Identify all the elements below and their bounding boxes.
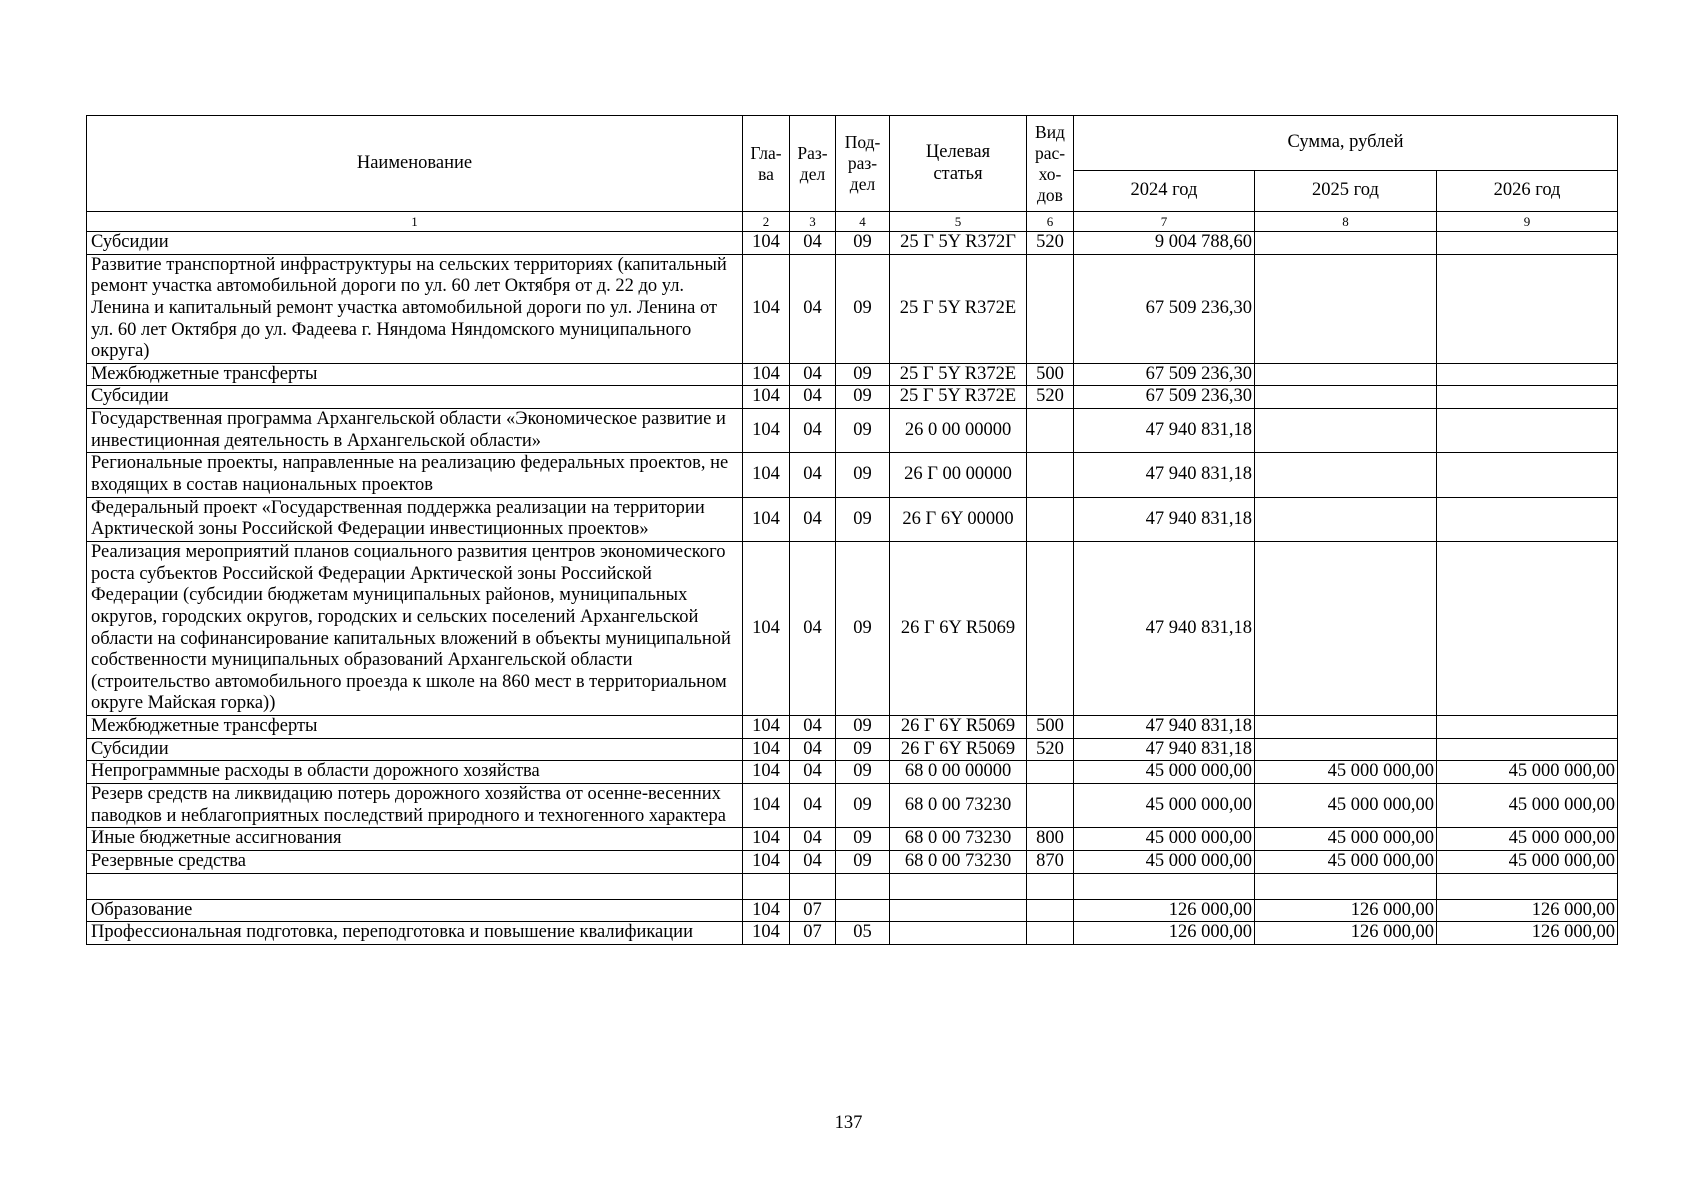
row-name: Субсидии <box>87 232 743 255</box>
header-summa: Сумма, рублей <box>1074 116 1618 171</box>
row-glava: 104 <box>743 254 790 363</box>
row-amount-2026 <box>1437 254 1618 363</box>
row-vid <box>1027 922 1074 945</box>
table-row <box>87 850 1618 873</box>
header-vid: Вид рас- хо- дов <box>1027 116 1074 212</box>
row-amount-2025 <box>1255 738 1437 761</box>
row-podrazdel: 09 <box>836 363 890 386</box>
row-glava: 104 <box>743 738 790 761</box>
row-vid <box>1027 873 1074 899</box>
page-number: 137 <box>834 1113 863 1133</box>
row-amount-2026 <box>1437 386 1618 409</box>
row-glava: 104 <box>743 541 790 715</box>
row-name: Федеральный проект «Государственная поддержка реализации на территории Арктической зоны Российской Федерации инвестиционных проектов» <box>87 497 743 541</box>
row-celevaya: 25 Г 5Y R372Е <box>890 386 1027 409</box>
row-amount-2026 <box>1437 409 1618 453</box>
row-amount-2026 <box>1437 497 1618 541</box>
row-glava: 104 <box>743 899 790 922</box>
row-amount-2024: 47 940 831,18 <box>1074 409 1255 453</box>
row-celevaya: 26 Г 6Y 00000 <box>890 497 1027 541</box>
table-row <box>87 922 1618 945</box>
row-amount-2026: 126 000,00 <box>1437 899 1618 922</box>
row-glava: 104 <box>743 761 790 784</box>
row-razdel: 04 <box>790 497 836 541</box>
row-amount-2025 <box>1255 541 1437 715</box>
table-body <box>87 232 1618 945</box>
row-amount-2026: 45 000 000,00 <box>1437 784 1618 828</box>
row-podrazdel: 09 <box>836 761 890 784</box>
row-name: Развитие транспортной инфраструктуры на сельских территориях (капитальный ремонт участка автомобильной дороги по ул. 60 лет Октября от д. 22 до ул. Ленина и капитальный ремонт участка автомобильной дороги по ул. Ленина от ул. 60 лет Октября до ул. Фадеева г. Няндома Няндомского муниципального округа) <box>87 254 743 363</box>
row-celevaya: 26 0 00 00000 <box>890 409 1027 453</box>
header-celevaya: Целевая статья <box>890 116 1027 212</box>
row-amount-2024: 45 000 000,00 <box>1074 784 1255 828</box>
row-vid: 520 <box>1027 738 1074 761</box>
row-razdel: 04 <box>790 784 836 828</box>
row-name <box>87 873 743 899</box>
row-celevaya: 26 Г 6Y R5069 <box>890 541 1027 715</box>
row-podrazdel: 09 <box>836 254 890 363</box>
row-vid <box>1027 784 1074 828</box>
row-amount-2025 <box>1255 386 1437 409</box>
row-razdel: 04 <box>790 716 836 739</box>
row-vid: 500 <box>1027 716 1074 739</box>
row-podrazdel: 09 <box>836 716 890 739</box>
row-amount-2024: 45 000 000,00 <box>1074 828 1255 851</box>
row-razdel: 04 <box>790 761 836 784</box>
row-glava: 104 <box>743 850 790 873</box>
row-name: Межбюджетные трансферты <box>87 716 743 739</box>
header-razdel: Раз- дел <box>790 116 836 212</box>
row-vid: 520 <box>1027 232 1074 255</box>
row-celevaya: 26 Г 6Y R5069 <box>890 738 1027 761</box>
row-amount-2026 <box>1437 453 1618 497</box>
row-celevaya: 26 Г 00 00000 <box>890 453 1027 497</box>
row-name: Региональные проекты, направленные на реализацию федеральных проектов, не входящих в состав национальных проектов <box>87 453 743 497</box>
row-glava: 104 <box>743 386 790 409</box>
column-number: 8 <box>1255 212 1437 232</box>
row-amount-2025 <box>1255 716 1437 739</box>
row-amount-2026 <box>1437 716 1618 739</box>
column-number: 2 <box>743 212 790 232</box>
row-vid: 500 <box>1027 363 1074 386</box>
row-razdel: 04 <box>790 850 836 873</box>
header-2025: 2025 год <box>1255 171 1437 212</box>
row-name: Реализация мероприятий планов социального развития центров экономического роста субъектов Российской Федерации Арктической зоны Российской Федерации (субсидии бюджетам муниципальных районов, муниципальных округов, городских округов, городских и сельских поселений Архангельской области на софинансирование капитальных вложений в объекты муниципальной собственности муниципальных образований Архангельской области (строительство автомобильного проезда к школе на 860 мест в территориальном округе Майская горка)) <box>87 541 743 715</box>
row-amount-2026: 126 000,00 <box>1437 922 1618 945</box>
row-razdel: 04 <box>790 541 836 715</box>
row-glava: 104 <box>743 409 790 453</box>
column-number-row <box>87 212 1618 232</box>
row-amount-2024: 9 004 788,60 <box>1074 232 1255 255</box>
header-podrazdel: Под- раз- дел <box>836 116 890 212</box>
row-amount-2025 <box>1255 254 1437 363</box>
row-amount-2024: 47 940 831,18 <box>1074 716 1255 739</box>
row-amount-2024: 67 509 236,30 <box>1074 254 1255 363</box>
row-amount-2025 <box>1255 363 1437 386</box>
table-row <box>87 232 1618 255</box>
row-amount-2025: 126 000,00 <box>1255 899 1437 922</box>
row-amount-2025: 45 000 000,00 <box>1255 850 1437 873</box>
row-vid: 870 <box>1027 850 1074 873</box>
row-name: Межбюджетные трансферты <box>87 363 743 386</box>
row-razdel: 07 <box>790 922 836 945</box>
row-celevaya: 68 0 00 00000 <box>890 761 1027 784</box>
table-row <box>87 497 1618 541</box>
table-row <box>87 386 1618 409</box>
row-razdel: 04 <box>790 828 836 851</box>
row-glava: 104 <box>743 716 790 739</box>
row-amount-2024: 47 940 831,18 <box>1074 453 1255 497</box>
row-podrazdel: 09 <box>836 784 890 828</box>
table-row <box>87 873 1618 899</box>
row-razdel <box>790 873 836 899</box>
table-row <box>87 453 1618 497</box>
table-row <box>87 363 1618 386</box>
row-name: Непрограммные расходы в области дорожного хозяйства <box>87 761 743 784</box>
row-amount-2026 <box>1437 873 1618 899</box>
row-amount-2026 <box>1437 232 1618 255</box>
row-amount-2025: 45 000 000,00 <box>1255 784 1437 828</box>
row-name: Резервные средства <box>87 850 743 873</box>
column-number: 7 <box>1074 212 1255 232</box>
row-amount-2026: 45 000 000,00 <box>1437 828 1618 851</box>
row-vid <box>1027 409 1074 453</box>
row-podrazdel: 05 <box>836 922 890 945</box>
row-amount-2024: 126 000,00 <box>1074 899 1255 922</box>
row-glava: 104 <box>743 784 790 828</box>
table-row <box>87 254 1618 363</box>
row-name: Иные бюджетные ассигнования <box>87 828 743 851</box>
row-celevaya: 68 0 00 73230 <box>890 828 1027 851</box>
column-number: 6 <box>1027 212 1074 232</box>
row-glava: 104 <box>743 232 790 255</box>
table-row <box>87 541 1618 715</box>
row-celevaya: 25 Г 5Y R372Е <box>890 254 1027 363</box>
column-number: 4 <box>836 212 890 232</box>
row-vid: 520 <box>1027 386 1074 409</box>
row-name: Субсидии <box>87 738 743 761</box>
row-vid <box>1027 497 1074 541</box>
row-celevaya <box>890 899 1027 922</box>
row-razdel: 04 <box>790 409 836 453</box>
row-podrazdel <box>836 873 890 899</box>
header-2026: 2026 год <box>1437 171 1618 212</box>
row-name: Образование <box>87 899 743 922</box>
header-name: Наименование <box>87 116 743 212</box>
row-podrazdel: 09 <box>836 232 890 255</box>
row-glava: 104 <box>743 497 790 541</box>
budget-table <box>86 115 1618 945</box>
row-podrazdel: 09 <box>836 850 890 873</box>
row-podrazdel: 09 <box>836 828 890 851</box>
row-amount-2026 <box>1437 541 1618 715</box>
row-amount-2024: 47 940 831,18 <box>1074 497 1255 541</box>
row-amount-2026 <box>1437 738 1618 761</box>
row-amount-2024: 45 000 000,00 <box>1074 850 1255 873</box>
row-podrazdel: 09 <box>836 541 890 715</box>
header-2024: 2024 год <box>1074 171 1255 212</box>
row-name: Государственная программа Архангельской области «Экономическое развитие и инвестиционная деятельность в Архангельской области» <box>87 409 743 453</box>
row-celevaya: 25 Г 5Y R372Г <box>890 232 1027 255</box>
row-podrazdel: 09 <box>836 738 890 761</box>
column-number: 9 <box>1437 212 1618 232</box>
row-glava: 104 <box>743 828 790 851</box>
row-name: Субсидии <box>87 386 743 409</box>
table-row <box>87 409 1618 453</box>
row-razdel: 04 <box>790 738 836 761</box>
row-glava: 104 <box>743 922 790 945</box>
row-amount-2025 <box>1255 453 1437 497</box>
row-vid <box>1027 541 1074 715</box>
row-razdel: 07 <box>790 899 836 922</box>
row-amount-2025: 45 000 000,00 <box>1255 828 1437 851</box>
row-amount-2024 <box>1074 873 1255 899</box>
row-celevaya <box>890 922 1027 945</box>
row-amount-2025 <box>1255 497 1437 541</box>
header-glava: Гла- ва <box>743 116 790 212</box>
row-celevaya: 26 Г 6Y R5069 <box>890 716 1027 739</box>
row-amount-2024: 126 000,00 <box>1074 922 1255 945</box>
row-razdel: 04 <box>790 453 836 497</box>
column-number: 5 <box>890 212 1027 232</box>
row-celevaya: 25 Г 5Y R372Е <box>890 363 1027 386</box>
row-amount-2024: 67 509 236,30 <box>1074 386 1255 409</box>
table-row <box>87 899 1618 922</box>
row-celevaya: 68 0 00 73230 <box>890 850 1027 873</box>
row-amount-2024: 47 940 831,18 <box>1074 541 1255 715</box>
row-razdel: 04 <box>790 254 836 363</box>
row-amount-2025: 126 000,00 <box>1255 922 1437 945</box>
row-amount-2025 <box>1255 873 1437 899</box>
row-podrazdel: 09 <box>836 386 890 409</box>
row-vid <box>1027 453 1074 497</box>
row-amount-2024: 47 940 831,18 <box>1074 738 1255 761</box>
row-razdel: 04 <box>790 363 836 386</box>
row-glava <box>743 873 790 899</box>
row-name: Резерв средств на ликвидацию потерь дорожного хозяйства от осенне-весенних паводков и неблагоприятных последствий природного и техногенного характера <box>87 784 743 828</box>
row-amount-2026: 45 000 000,00 <box>1437 761 1618 784</box>
row-podrazdel: 09 <box>836 497 890 541</box>
row-glava: 104 <box>743 453 790 497</box>
row-razdel: 04 <box>790 232 836 255</box>
row-podrazdel <box>836 899 890 922</box>
row-amount-2024: 67 509 236,30 <box>1074 363 1255 386</box>
row-vid: 800 <box>1027 828 1074 851</box>
column-number: 1 <box>87 212 743 232</box>
row-glava: 104 <box>743 363 790 386</box>
row-celevaya <box>890 873 1027 899</box>
table-row <box>87 784 1618 828</box>
row-vid <box>1027 761 1074 784</box>
row-razdel: 04 <box>790 386 836 409</box>
row-vid <box>1027 254 1074 363</box>
table-row <box>87 761 1618 784</box>
column-number: 3 <box>790 212 836 232</box>
row-amount-2026: 45 000 000,00 <box>1437 850 1618 873</box>
row-podrazdel: 09 <box>836 453 890 497</box>
row-vid <box>1027 899 1074 922</box>
table-row <box>87 716 1618 739</box>
row-amount-2026 <box>1437 363 1618 386</box>
row-podrazdel: 09 <box>836 409 890 453</box>
row-celevaya: 68 0 00 73230 <box>890 784 1027 828</box>
row-name: Профессиональная подготовка, переподготовка и повышение квалификации <box>87 922 743 945</box>
row-amount-2025: 45 000 000,00 <box>1255 761 1437 784</box>
row-amount-2025 <box>1255 409 1437 453</box>
row-amount-2024: 45 000 000,00 <box>1074 761 1255 784</box>
table-row <box>87 828 1618 851</box>
table-row <box>87 738 1618 761</box>
row-amount-2025 <box>1255 232 1437 255</box>
